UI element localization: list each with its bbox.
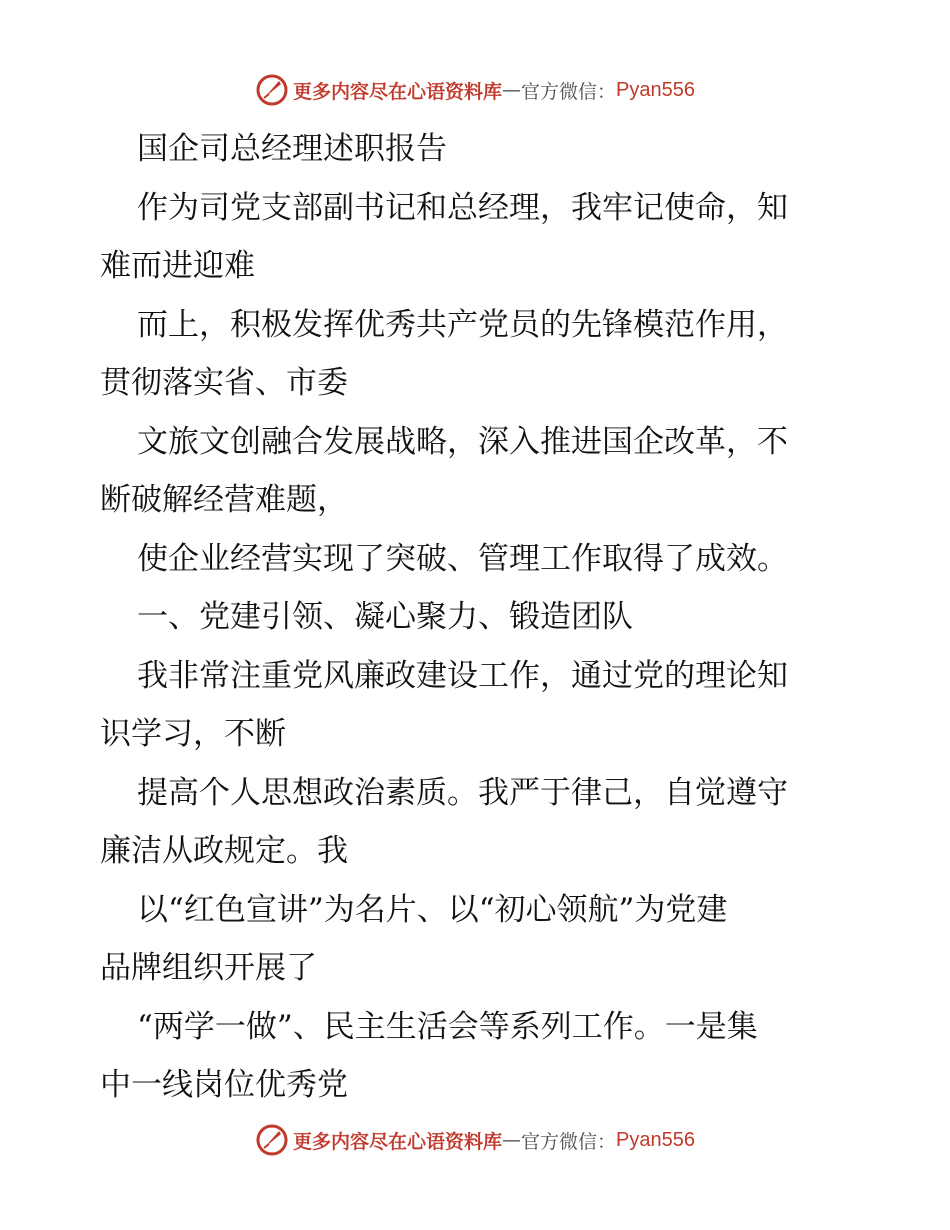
footer-wechat-label: 官方微信： bbox=[521, 1130, 617, 1153]
paragraph-line: 文旅文创融合发展战略，深入推进国企改革，不 bbox=[137, 423, 788, 460]
paragraph-line: 作为司党支部副书记和总经理，我牢记使命，知 bbox=[137, 189, 788, 226]
paragraph-line: 断破解经营难题， bbox=[100, 482, 348, 518]
section-heading: 一、党建引领、凝心聚力、锻造团队 bbox=[137, 599, 633, 635]
footer-separator: — bbox=[502, 1129, 522, 1151]
document-title: 国企司总经理述职报告 bbox=[137, 131, 447, 167]
footer-wechat-account: Pyan556 bbox=[616, 1128, 695, 1151]
paragraph-line: 识学习，不断 bbox=[100, 716, 286, 752]
header-banner bbox=[0, 72, 950, 108]
paragraph-line: 以“红色宣讲”为名片、以“初心领航”为党建 bbox=[137, 891, 728, 928]
paragraph-line: 使企业经营实现了突破、管理工作取得了成效。 bbox=[137, 540, 788, 577]
document-body bbox=[100, 120, 860, 1115]
paragraph-line: 提高个人思想政治素质。我严于律己，自觉遵守 bbox=[137, 774, 788, 811]
header-separator: — bbox=[502, 79, 522, 101]
footer-slogan: 更多内容尽在心语资料库 bbox=[293, 1130, 503, 1153]
header-wechat-account: Pyan556 bbox=[616, 78, 695, 101]
paragraph-line: 难而进迎难 bbox=[100, 248, 255, 284]
feather-pen-logo-icon bbox=[255, 73, 289, 107]
footer-banner bbox=[0, 1122, 950, 1158]
paragraph-line: 品牌组织开展了 bbox=[100, 950, 317, 986]
paragraph-line: 而上，积极发挥优秀共产党员的先锋模范作用， bbox=[137, 306, 788, 343]
paragraph-line: 我非常注重党风廉政建设工作，通过党的理论知 bbox=[137, 657, 788, 694]
header-slogan: 更多内容尽在心语资料库 bbox=[293, 80, 503, 103]
paragraph-line: 廉洁从政规定。我 bbox=[100, 833, 348, 869]
feather-pen-logo-icon bbox=[255, 1123, 289, 1157]
paragraph-line: “两学一做”、民主生活会等系列工作。一是集 bbox=[137, 1008, 758, 1045]
header-wechat-label: 官方微信： bbox=[521, 80, 617, 103]
paragraph-line: 贯彻落实省、市委 bbox=[100, 365, 348, 401]
paragraph-line: 中一线岗位优秀党 bbox=[100, 1067, 348, 1103]
